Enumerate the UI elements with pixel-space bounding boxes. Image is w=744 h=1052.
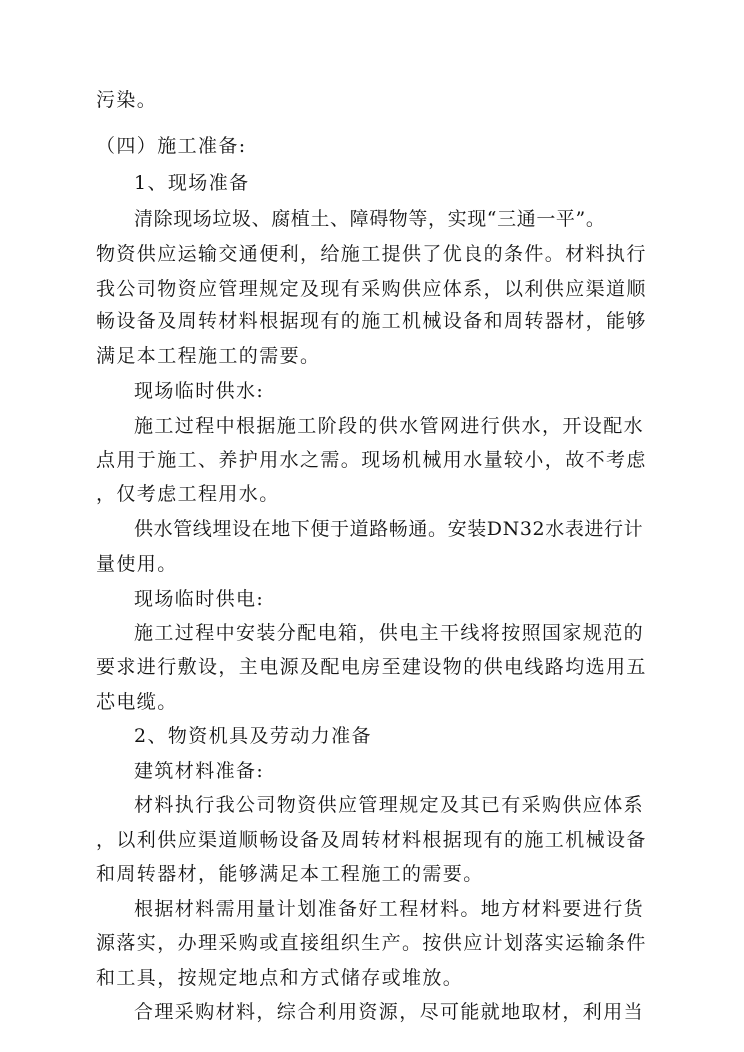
paragraph-line: 物资供应运输交通便利，给施工提供了优良的条件。材料执行 [96, 243, 647, 265]
paragraph-line: ，以利供应渠道顺畅设备及周转材料根据现有的施工机械设备 [96, 829, 647, 851]
paragraph-line: 和周转器材，能够满足本工程施工的需要。 [96, 863, 484, 885]
subheading: 现场临时供水: [134, 380, 265, 402]
paragraph-line: 清除现场垃圾、腐植土、障碍物等，实现“三通一平”。 [134, 208, 606, 230]
paragraph-line: 点用于施工、养护用水之需。现场机械用水量较小，故不考虑 [96, 449, 647, 471]
subsection-heading: 2、物资机具及劳动力准备 [134, 725, 372, 747]
paragraph-line: 施工过程中安装分配电箱，供电主干线将按照国家规范的 [134, 622, 645, 644]
paragraph-line: 畅设备及周转材料根据现有的施工机械设备和周转器材，能够 [96, 310, 647, 332]
paragraph-line: 材料执行我公司物资供应管理规定及其已有采购供应体系 [134, 794, 645, 816]
paragraph-line: 满足本工程施工的需要。 [96, 345, 321, 367]
paragraph-line: 和工具，按规定地点和方式储存或堆放。 [96, 967, 464, 989]
paragraph-line: 施工过程中根据施工阶段的供水管网进行供水，开设配水 [134, 415, 645, 437]
paragraph-line: 合理采购材料，综合利用资源，尽可能就地取材，利用当 [134, 1001, 645, 1023]
paragraph-line: 供水管线埋设在地下便于道路畅通。安装DN32水表进行计 [134, 518, 644, 540]
subheading: 建筑材料准备: [134, 760, 265, 782]
subsection-heading: 1、现场准备 [134, 172, 250, 194]
subheading: 现场临时供电: [134, 588, 265, 610]
paragraph-line: 我公司物资应管理规定及现有采购供应体系，以利供应渠道顺 [96, 278, 647, 300]
paragraph-line: 根据材料需用量计划准备好工程材料。地方材料要进行货 [134, 898, 645, 920]
paragraph-line: 源落实，办理采购或直接组织生产。按供应计划落实运输条件 [96, 932, 647, 954]
paragraph-line: ，仅考虑工程用水。 [96, 483, 280, 505]
paragraph-line: 量使用。 [96, 553, 178, 575]
section-heading: （四）施工准备: [96, 135, 247, 157]
paragraph-line: 芯电缆。 [96, 691, 178, 713]
text-line: 污染。 [96, 89, 158, 111]
paragraph-line: 要求进行敷设，主电源及配电房至建设物的供电线路均选用五 [96, 656, 647, 678]
